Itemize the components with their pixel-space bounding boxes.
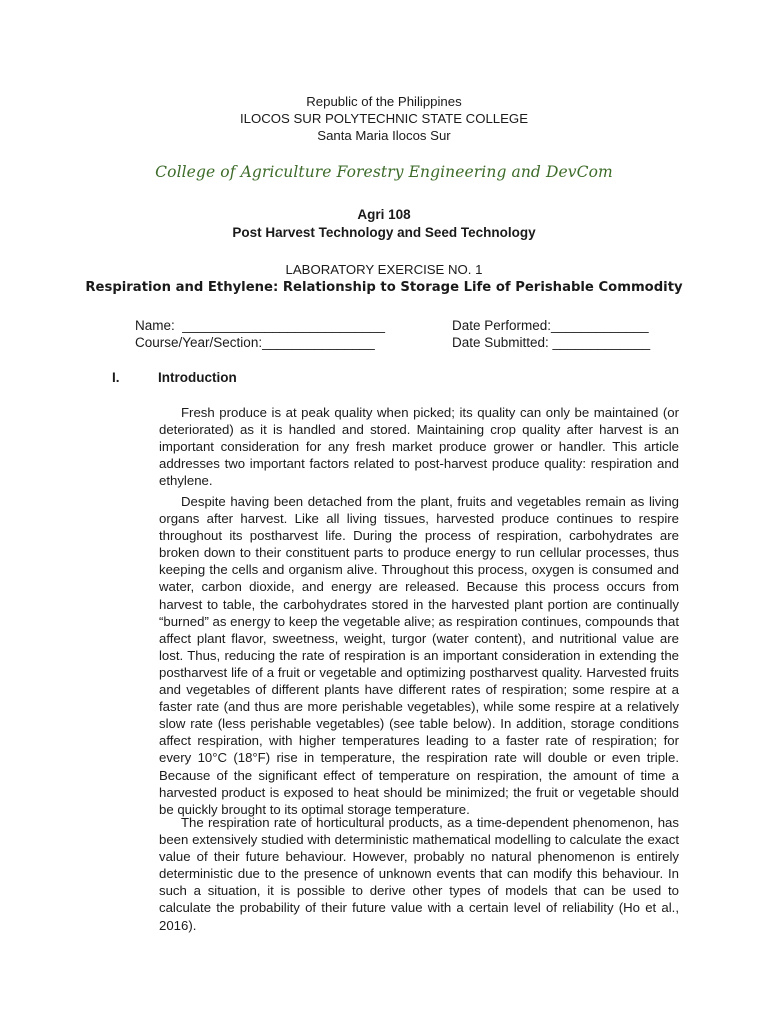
intro-paragraph-2: Despite having been detached from the plant, fruits and vegetables remain as living organs after harvest. Like all living tissues, harvested produce continues to respire throughout its postharvest life. During the process of respiration, carbohydrates are broken down to their constituent parts to produce energy to run cellular processes, thus keeping the cells and organism alive. Throughout this process, oxygen is consumed and water, carbon dioxide, and energy are released. Because this process occurs from harvest to table, the carbohydrates stored in the harvested plant portion are continually “burned” as energy to keep the vegetable alive; as respiration continues, compounds that affect plant flavor, sweetness, weight, turgor (water content), and nutritional value are lost. Thus, reducing the rate of respiration is an important consideration in extending the postharvest life of a fruit or vegetable and optimizing postharvest quality. Harvested fruits and vegetables of different plants have different rates of respiration; some respire at a faster rate (and thus are more perishable vegetables), while some respire at a relatively slow rate (less perishable vegetables) (see table below). In addition, storage conditions affect respiration, with higher temperatures leading to a faster rate of respiration; for every 10°C (18°F) rise in temperature, the respiration rate will double or even triple. Because of the significant effect of temperature on respiration, the amount of time a harvested product is exposed to heat should be minimized; the fruit or vegetable should be quickly brought to its optimal storage temperature. [159, 494, 679, 817]
exercise-title: Respiration and Ethylene: Relationship to Storage Life of Perishable Commodity [85, 280, 683, 295]
section-title: Introduction [158, 370, 237, 385]
header-republic: Republic of the Philippines [306, 94, 462, 109]
header-location: Santa Maria Ilocos Sur [317, 128, 451, 143]
course-year-section-field: Course/Year/Section:_______________ [135, 335, 375, 350]
intro-paragraph-3: The respiration rate of horticultural products, as a time-dependent phenomenon, has been extensively studied with deterministic mathematical modelling to calculate the exact value of their future behaviour. However, probably no natural phenomenon is entirely deterministic due to the presence of unknown events that can modify this behaviour. In such a situation, it is possible to derive other types of models that can be used to calculate the probability of their future value with a certain level of reliability (Ho et al., 2016). [159, 815, 679, 933]
date-submitted-field: Date Submitted: _____________ [452, 335, 651, 350]
name-field: Name: ___________________________ [135, 318, 385, 333]
course-code: Agri 108 [357, 207, 411, 222]
header-institution: ILOCOS SUR POLYTECHNIC STATE COLLEGE [240, 111, 528, 126]
course-title: Post Harvest Technology and Seed Technology [232, 225, 536, 240]
intro-paragraph-1: Fresh produce is at peak quality when picked; its quality can only be maintained (or deteriorated) as it is handled and stored. Maintaining crop quality after harvest is an important consideration for any fresh market produce grower or handler. This article addresses two important factors related to post-harvest produce quality: respiration and ethylene. [159, 405, 679, 489]
section-number: I. [112, 370, 120, 385]
college-name: College of Agriculture Forestry Engineering and DevCom [155, 163, 613, 181]
date-performed-field: Date Performed:_____________ [452, 318, 649, 333]
exercise-label: LABORATORY EXERCISE NO. 1 [285, 262, 483, 277]
